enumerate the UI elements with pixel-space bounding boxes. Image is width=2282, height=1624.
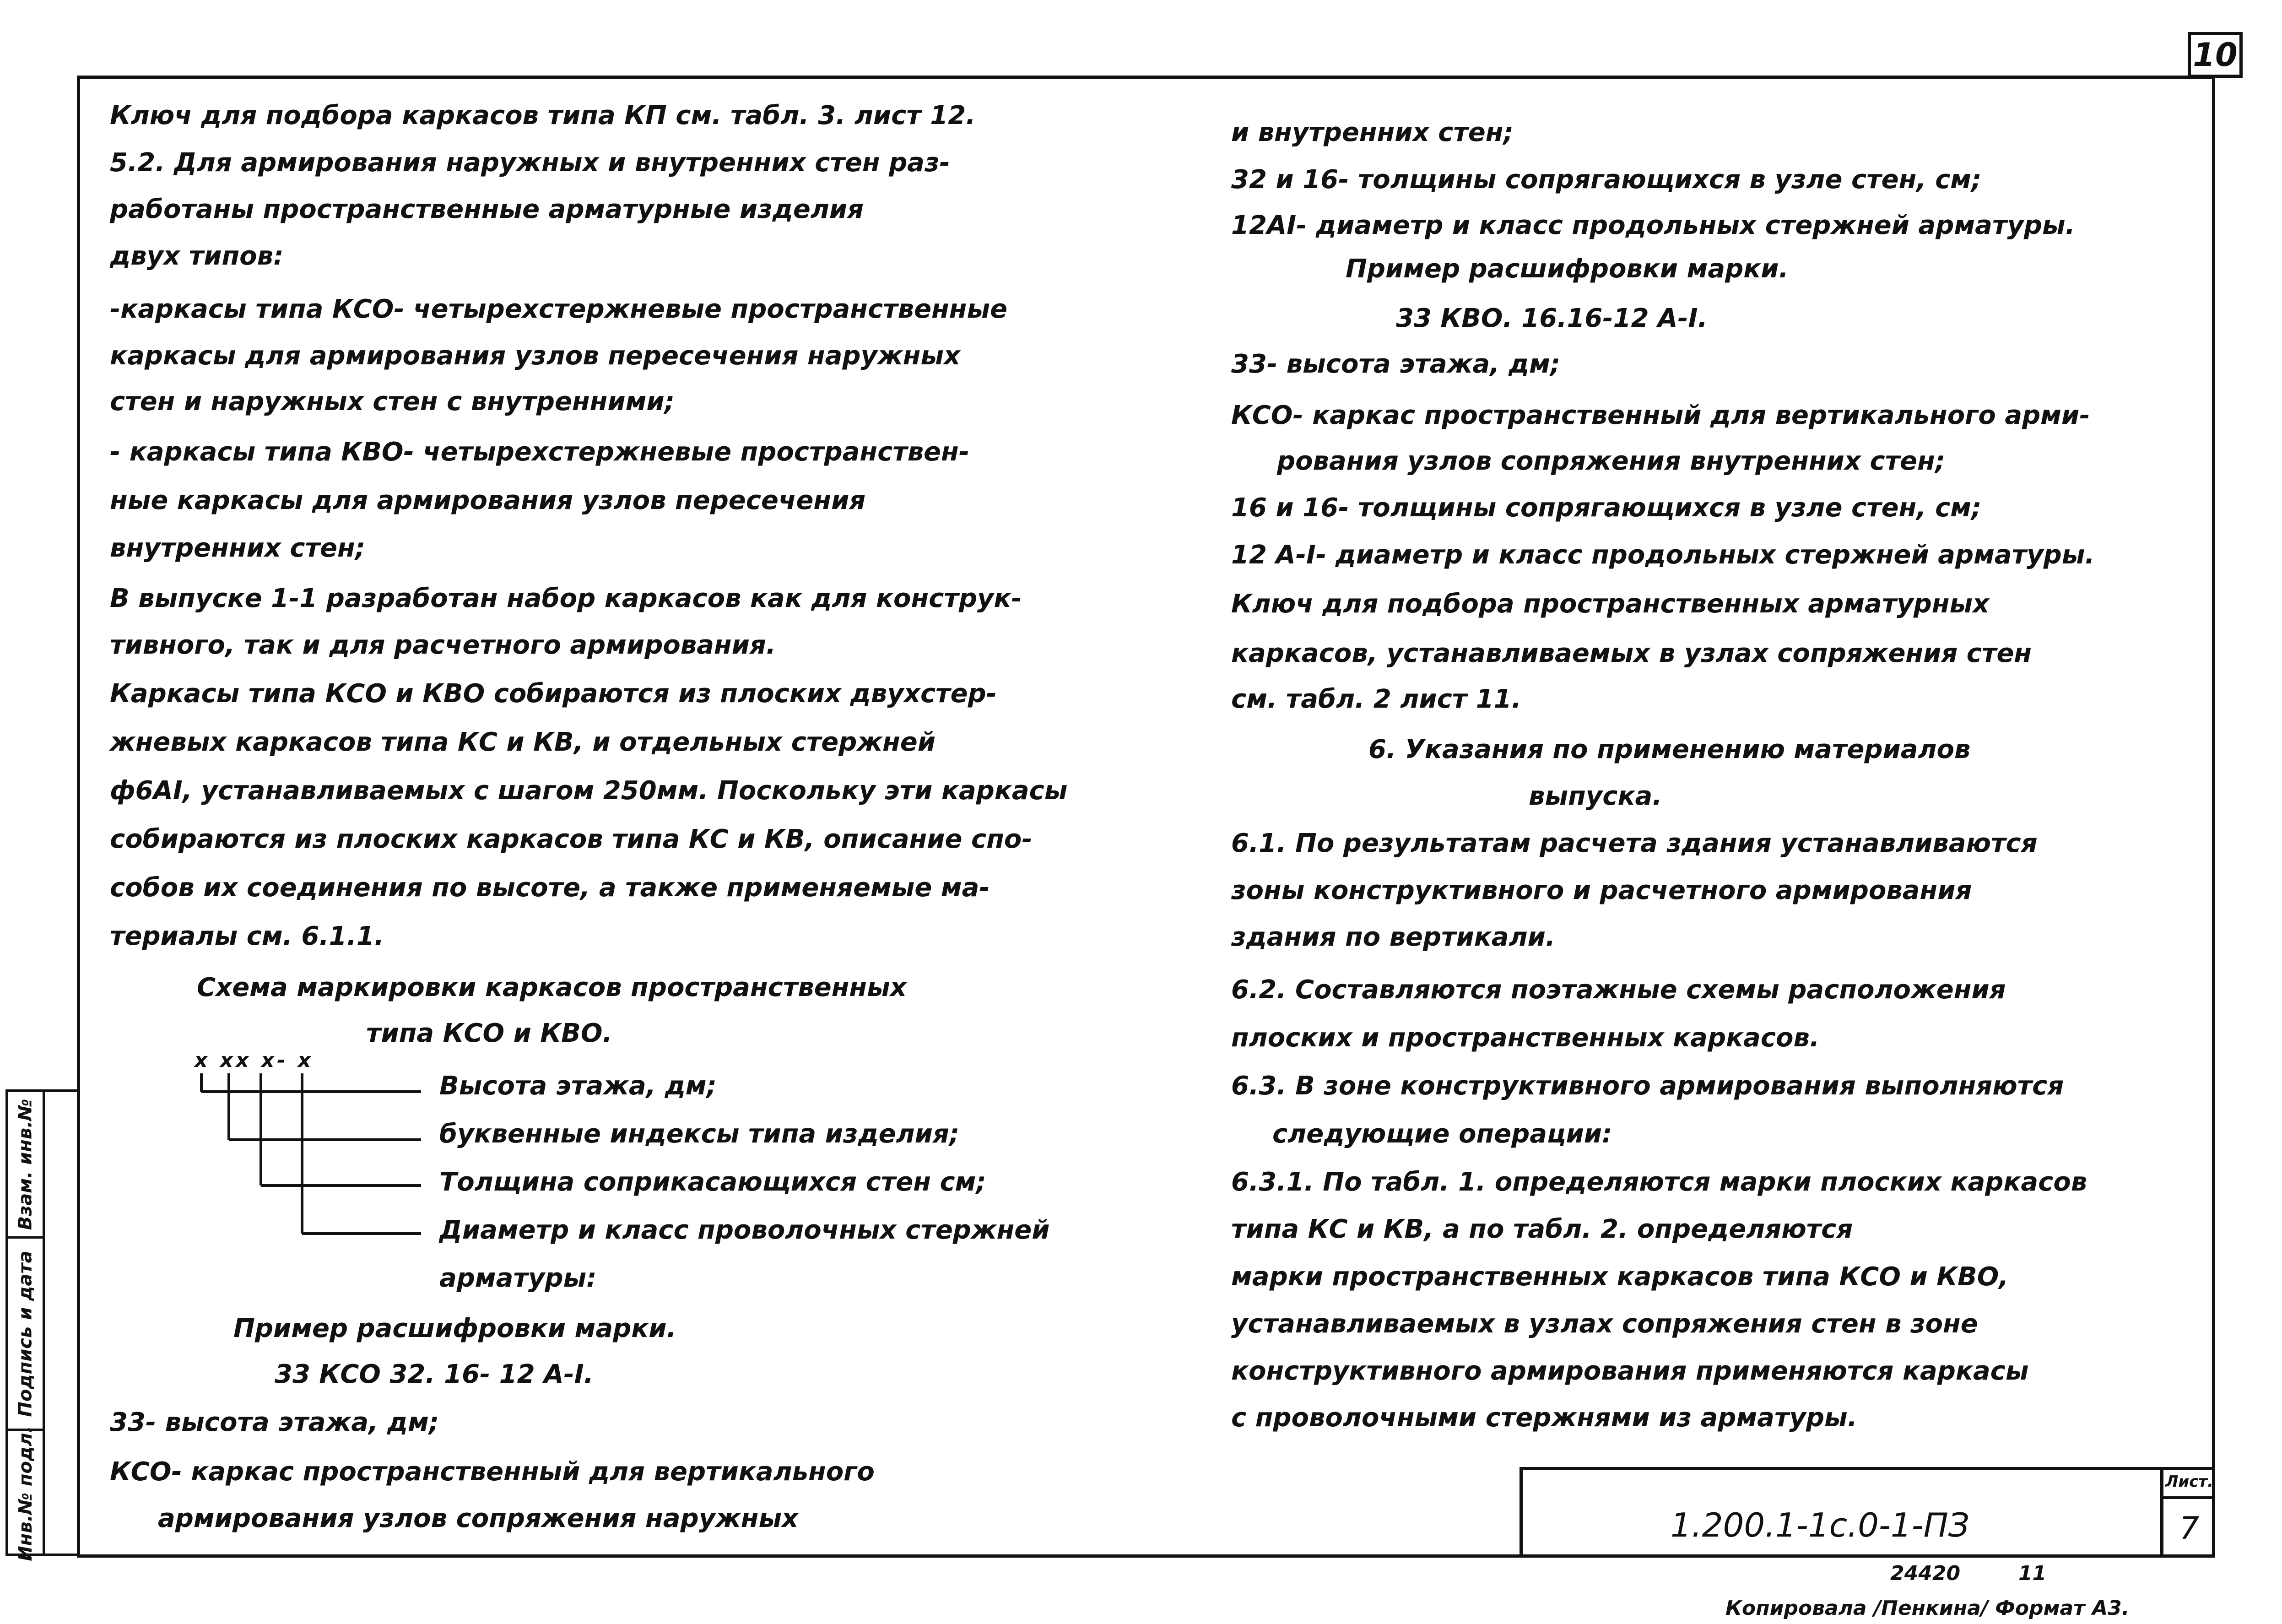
right-line-19: 6.2. Составляются поэтажные схемы расположения — [1231, 975, 2006, 1005]
side-stamp-blank-column — [43, 1092, 77, 1554]
left-example-title: Пример расшифровки марки. — [233, 1314, 676, 1343]
scheme-code: х хх х- х — [195, 1049, 314, 1072]
right-line-18: здания по вертикали. — [1231, 922, 1556, 952]
section-6-heading-2: выпуска. — [1529, 781, 1662, 811]
left-line-1: Ключ для подбора каркасов типа КП см. табл. 3. лист 12. — [110, 101, 976, 130]
left-line-17: собов их соединения по высоте, а также применяемые ма- — [110, 873, 990, 903]
left-example-mark: 33 КСО 32. 16- 12 А-I. — [275, 1359, 594, 1389]
right-line-6: 33- высота этажа, дм; — [1231, 349, 1561, 379]
side-stamp-replace-inv: Взам. инв.№ — [8, 1092, 43, 1239]
left-line-3: работаны пространственные арматурные изделия — [110, 195, 864, 224]
right-line-12: каркасов, устанавливаемых в узлах сопряжения стен — [1231, 639, 2032, 668]
copied-by-format: Копировала /Пенкина/ Формат А3. — [1725, 1597, 2130, 1620]
side-stamp-inv-number: Инв.№ подл. — [15, 1426, 36, 1561]
scheme-item-2: буквенные индексы типа изделия; — [439, 1119, 960, 1149]
sheet-list-number: 7 — [2179, 1510, 2200, 1547]
left-line-14: жневых каркасов типа КС и КВ, и отдельных стержней — [110, 727, 936, 757]
archive-number: 24420 — [1890, 1562, 1961, 1585]
right-line-23: 6.3.1. По табл. 1. определяются марки плоских каркасов — [1231, 1167, 2087, 1197]
right-line-22: следующие операции: — [1272, 1119, 1612, 1149]
right-line-13: см. табл. 2 лист 11. — [1231, 684, 1521, 714]
document-code: 1.200.1-1с.0-1-ПЗ — [1671, 1506, 1969, 1544]
scheme-item-4: Диаметр и класс проволочных стержней — [439, 1215, 1050, 1245]
right-line-27: конструктивного армирования применяются каркасы — [1231, 1356, 2029, 1386]
right-line-4: Пример расшифровки марки. — [1346, 254, 1789, 284]
left-line-10: внутренних стен; — [110, 533, 366, 563]
left-line-7: стен и наружных стен с внутренними; — [110, 387, 675, 417]
right-line-16: 6.1. По результатам расчета здания устанавливаются — [1231, 828, 2038, 858]
left-line-15: ф6АI, устанавливаемых с шагом 250мм. Поскольку эти каркасы — [110, 776, 1068, 806]
right-line-5: 33 КВО. 16.16-12 А-I. — [1396, 303, 1708, 333]
right-line-2: 32 и 16- толщины сопрягающихся в узле стен, см; — [1231, 165, 1982, 195]
right-line-9: 16 и 16- толщины сопрягающихся в узле стен, см; — [1231, 493, 1982, 523]
scheme-item-1: Высота этажа, дм; — [439, 1071, 717, 1101]
left-line-13: Каркасы типа КСО и КВО собираются из плоских двухстер- — [110, 679, 997, 709]
left-line-12: тивного, так и для расчетного армирования. — [110, 630, 776, 660]
right-line-7: КСО- каркас пространственный для вертикального арми- — [1231, 401, 2090, 430]
right-line-11: Ключ для подбора пространственных арматурных — [1231, 589, 1990, 619]
left-line-5: -каркасы типа КСО- четырехстержневые пространственные — [110, 294, 1008, 324]
left-line-8: - каркасы типа КВО- четырехстержневые пространствен- — [110, 437, 970, 467]
right-line-1: и внутренних стен; — [1231, 118, 1514, 147]
left-line-18: териалы см. 6.1.1. — [110, 921, 384, 951]
scheme-title-2: типа КСО и КВО. — [366, 1018, 612, 1048]
right-line-17: зоны конструктивного и расчетного армирования — [1231, 876, 1972, 905]
right-line-3: 12АI- диаметр и класс продольных стержней арматуры. — [1231, 211, 2075, 240]
sheet-number: 10 — [2188, 32, 2243, 78]
scheme-title-1: Схема маркировки каркасов пространственных — [197, 973, 907, 1002]
right-line-26: устанавливаемых в узлах сопряжения стен в зоне — [1231, 1309, 1978, 1339]
scheme-item-3: Толщина соприкасающихся стен см; — [439, 1167, 986, 1197]
right-line-10: 12 А-I- диаметр и класс продольных стержней арматуры. — [1231, 540, 2095, 570]
left-line-6: каркасы для армирования узлов пересечения наружных — [110, 341, 961, 371]
left-line-after-2: КСО- каркас пространственный для вертикального — [110, 1457, 875, 1487]
sheet-list-box — [2160, 1467, 2215, 1558]
right-line-20: плоских и пространственных каркасов. — [1231, 1023, 1820, 1053]
left-line-after-3: армирования узлов сопряжения наружных — [158, 1504, 799, 1533]
scheme-item-5: арматуры: — [439, 1263, 597, 1293]
copy-number: 11 — [2018, 1562, 2047, 1585]
right-line-21: 6.3. В зоне конструктивного армирования выполняются — [1231, 1071, 2064, 1101]
left-line-9: ные каркасы для армирования узлов пересечения — [110, 486, 866, 515]
section-6-heading-1: 6. Указания по применению материалов — [1368, 735, 1971, 764]
left-line-16: собираются из плоских каркасов типа КС и КВ, описание спо- — [110, 824, 1033, 854]
right-line-24: типа КС и КВ, а по табл. 2. определяются — [1231, 1214, 1853, 1244]
sheet-list-label: Лист. — [2163, 1467, 2215, 1499]
left-line-after-1: 33- высота этажа, дм; — [110, 1407, 439, 1437]
right-line-8: рования узлов сопряжения внутренних стен; — [1277, 446, 1946, 476]
side-stamp-signature-date: Подпись и дата — [8, 1239, 43, 1431]
side-stamp — [5, 1089, 77, 1561]
left-line-2: 5.2. Для армирования наружных и внутренних стен раз- — [110, 148, 950, 178]
left-line-4: двух типов: — [110, 241, 284, 271]
right-line-25: марки пространственных каркасов типа КСО и КВО, — [1231, 1262, 2009, 1292]
left-line-11: В выпуске 1-1 разработан набор каркасов как для конструк- — [110, 584, 1022, 613]
right-line-28: с проволочными стержнями из арматуры. — [1231, 1403, 1857, 1433]
